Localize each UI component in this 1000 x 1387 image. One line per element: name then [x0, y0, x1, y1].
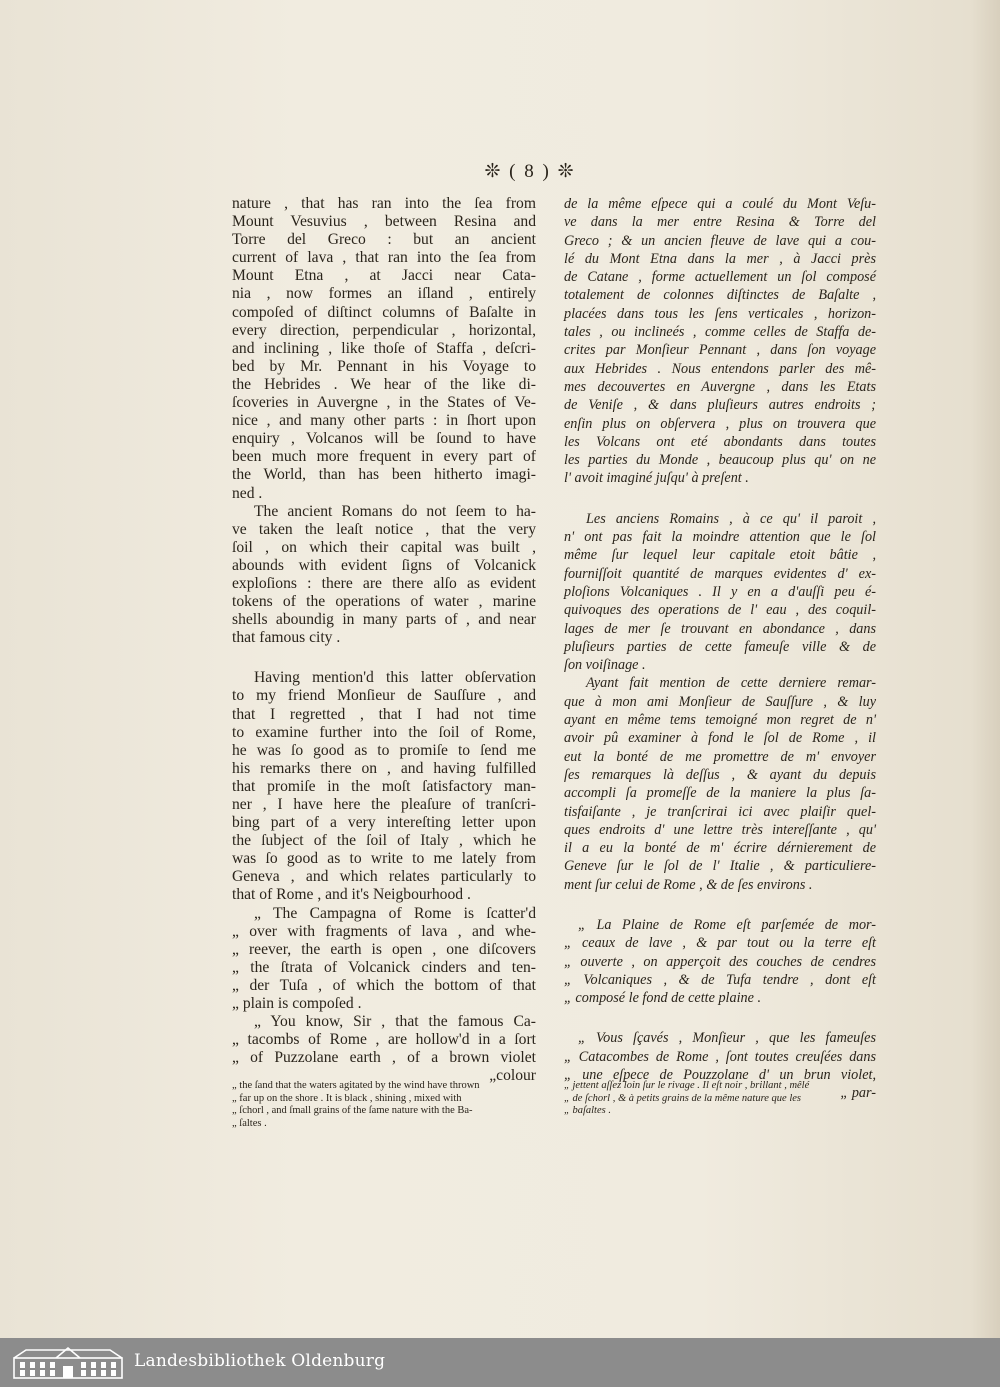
text-line: „ ouverte , on apperçoit des couches de cendres [564, 953, 876, 970]
library-building-logo-icon [12, 1346, 124, 1380]
footnote-line: „ jettent aſſez loin ſur le rivage . Il eſt noir , brillant , mêlé [564, 1080, 810, 1091]
text-line: „ Catacombes de Rome , ſont toutes creuſées dans [564, 1048, 876, 1065]
text-line: The ancient Romans do not ſeem to ha- [254, 502, 536, 520]
text-line: Geneva , and which relates particularly to [232, 868, 536, 886]
text-line: de Catane , forme actuellement un ſol composé [564, 269, 876, 286]
text-line: n' ont pas fait la moindre attention que le ſol [564, 529, 876, 546]
text-line: the World, than has been hitherto imagi- [232, 466, 536, 484]
text-line: his remarks there on , and having fulfilled [232, 759, 536, 777]
catchword: „colour [489, 1067, 536, 1085]
text-line: Torre del Greco : but an ancient [232, 231, 536, 249]
text-line: shells aboundig in many parts of , and near [232, 611, 536, 629]
text-line: tisfaiſante , je tranſcrirai ici avec plaiſir quel- [564, 803, 876, 820]
text-line: the ſubject of the ſoil of Italy , which he [232, 832, 536, 850]
catchword: „ par- [840, 1085, 876, 1102]
text-line: tokens of the operations of water , marine [232, 593, 536, 611]
text-line: Greco ; & un ancien fleuve de lave qui a cou- [564, 232, 876, 249]
text-line: pluſieurs parties de cette fameuſe ville & de [564, 638, 876, 655]
text-line: accompli ſa promeſſe de la maniere la plus ſa- [564, 785, 876, 802]
footnote-line: „ far up on the shore . It is black , shining , mixed with [232, 1092, 462, 1104]
text-line: aux Hebrides . Nous entendons parler des mê- [564, 360, 876, 377]
text-line: ſcoveries in Auvergne , in the States of Ve- [232, 394, 536, 412]
text-line: Geneve ſur le ſol de l' Italie , & particuliere- [564, 858, 876, 875]
text-line: to my friend Monſieur de Sauſſure , and [232, 687, 536, 705]
text-line: Mount Etna , at Jacci near Cata- [232, 267, 536, 285]
text-line: que à mon ami Monſieur de Sauſſure , & luy [564, 693, 876, 710]
text-line: nia , now formes an iſland , entirely [232, 285, 536, 303]
text-line: ploſions Volcaniques . Il y en a d'auſſi peu é- [564, 583, 876, 600]
text-line: Having mention'd this latter obſervation [254, 669, 536, 687]
text-line: „ Volcaniques , & de Tufa tendre , dont eſt [564, 971, 876, 988]
text-line: that I regretted , that I had not time [232, 705, 536, 723]
text-line: lages de mer ſe trouvant en abondance , dans [564, 620, 876, 637]
text-line: de Veniſe , & dans pluſieurs autres endroits ; [564, 397, 876, 414]
text-line: „ Vous ſçavés , Monſieur , que les fameuſes [578, 1030, 876, 1047]
text-line: Les anciens Romains , à ce qu' il paroit , [586, 510, 876, 527]
footnote-line: „ ſchorl , and ſmall grains of the ſame nature with the Ba- [232, 1105, 473, 1117]
library-footer [0, 1338, 1000, 1387]
text-line: les parties du Monde , beaucoup plus qu' on ne [564, 452, 876, 469]
library-name: Landesbibliothek Oldenburg [134, 1351, 386, 1371]
text-line: „ reever, the earth is open , one diſcovers [232, 940, 536, 958]
english-column [232, 195, 536, 1086]
text-line: that famous city . [232, 629, 341, 647]
text-line: „ der Tuſa , of which the bottom of that [232, 976, 536, 994]
text-line: „ ceaux de lave , & par tout ou la terre eſt [564, 935, 876, 952]
text-line: Ayant fait mention de cette derniere remar- [586, 675, 876, 692]
page-number: ❊ ( 8 ) ❊ [484, 161, 576, 182]
text-line: to examine further into the ſoil of Rome, [232, 723, 536, 741]
text-line: les Volcans ont eté abondants dans toutes [564, 433, 876, 450]
text-line: eut la bonté de me promettre de m' envoyer [564, 748, 876, 765]
text-line: he was ſo good as to promiſe to ſend me [232, 741, 536, 759]
text-line: the Hebrides . We hear of the like di- [232, 375, 536, 393]
text-line: ques endroits d' une lettre très intereſſante , qu' [564, 821, 876, 838]
text-line: ſoil , on which their capital was built , [232, 538, 536, 556]
ornament-left: ❊ [484, 161, 503, 182]
text-line: fourniſſoit quantité de marques evidentes d' ex- [564, 565, 876, 582]
footnote-line: „ the ſand that the waters agitated by the wind have thrown [232, 1080, 480, 1091]
ornament-right: ❊ [557, 161, 576, 182]
text-line: „ over with fragments of lava , and whe- [232, 922, 536, 940]
text-line: „ tacombs of Rome , are hollow'd in a ſort [232, 1031, 536, 1049]
footnote-line: „ ſaltes . [232, 1117, 267, 1129]
text-line: avoir pû examiner à fond le ſol de Rome , il [564, 730, 876, 747]
text-line: „ The Campagna of Rome is ſcatter'd [254, 904, 536, 922]
text-line: and inclining , like thoſe of Staffa , deſcri- [232, 339, 536, 357]
text-line: „ You know, Sir , that the famous Ca- [254, 1013, 536, 1031]
text-line: been much more frequent in every part of [232, 448, 536, 466]
text-line: „ La Plaine de Rome eſt parſemée de mor- [578, 916, 876, 933]
text-line: „ plain is compoſed . [232, 995, 362, 1013]
text-line: every direction, perpendicular , horizontal, [232, 321, 536, 339]
text-line: de la même eſpece qui a coulé du Mont Veſu- [564, 196, 876, 212]
english-footnote [232, 1080, 536, 1130]
text-line: l' avoit imaginé juſqu' à preſent . [564, 470, 749, 487]
text-line: enquiry , Volcanos will be ſound to have [232, 430, 536, 448]
french-column [564, 195, 876, 1103]
text-line: „ of Puzzolane earth , of a brown violet [232, 1049, 536, 1067]
text-line: totalement de colonnes diſtinctes de Baſalte , [564, 287, 876, 304]
text-line: lé du Mont Etna dans la mer , à Jacci près [564, 250, 876, 267]
text-line: ve dans la mer entre Resina & Torre del [564, 214, 876, 231]
text-line: that promiſe in the moſt ſatisfactory man- [232, 777, 536, 795]
text-line: nature , that has ran into the ſea from [232, 195, 536, 212]
text-line: enſin plus on obſervera , plus on trouvera que [564, 415, 876, 432]
text-line: crites par Monſieur Pennant , dans ſon voyage [564, 342, 876, 359]
text-line: même ſur lequel leur capitale etoit bâtie , [564, 547, 876, 564]
text-line: bed by Mr. Pennant in his Voyage to [232, 357, 536, 375]
text-line: compoſed of diſtinct columns of Baſalte in [232, 303, 536, 321]
text-line: nice , and many other parts : in ſhort upon [232, 412, 536, 430]
french-footnote [564, 1080, 876, 1118]
text-line: exploſions : there are there alſo as evident [232, 574, 536, 592]
footnote-line: „ de ſchorl , & à petits grains de la même nature que les [564, 1092, 801, 1104]
text-line: ment ſur celui de Rome , & de ſes environs . [564, 876, 813, 893]
text-line: ſon voiſinage . [564, 657, 646, 674]
text-line: abounds with evident ſigns of Volcanick [232, 556, 536, 574]
text-line: ner , I have here the pleaſure of tranſcri- [232, 796, 536, 813]
text-line: ayant en même tems temoigné mon regret de n' [564, 712, 876, 729]
text-line: quivoques des operations de l' eau , des coquil- [564, 602, 876, 619]
text-line: „ the ſtrata of Volcanick cinders and ten- [232, 958, 536, 976]
text-line: ſes remarques là deſſus , & ayant du depuis [564, 766, 876, 783]
text-line: „ une eſpece de Pouzzolane d' un brun violet, [564, 1067, 876, 1084]
text-line: „ composé le fond de cette plaine . [564, 990, 761, 1007]
text-line: ve taken the leaſt notice , that the very [232, 520, 536, 538]
text-line: ned . [232, 484, 263, 502]
footnote-line: „ baſaltes . [564, 1105, 611, 1117]
text-line: was ſo good as to write to me lately from [232, 850, 536, 868]
text-line: mes decouvertes en Auvergne , dans les Etats [564, 378, 876, 395]
text-line: tales , ou inclineés , comme celles de Staffa de- [564, 324, 876, 341]
text-line: Mount Vesuvius , between Resina and [232, 213, 536, 231]
text-line: current of lava , that ran into the ſea from [232, 249, 536, 267]
text-line: il a eu la bonté de m' écrire dérnierement de [564, 840, 876, 857]
text-line: that of Rome , and it's Neigbourhood . [232, 886, 471, 904]
text-line: placées dans tous les ſens verticales , horizon- [564, 305, 876, 322]
text-line: bing part of a very intereſting letter upon [232, 814, 536, 832]
